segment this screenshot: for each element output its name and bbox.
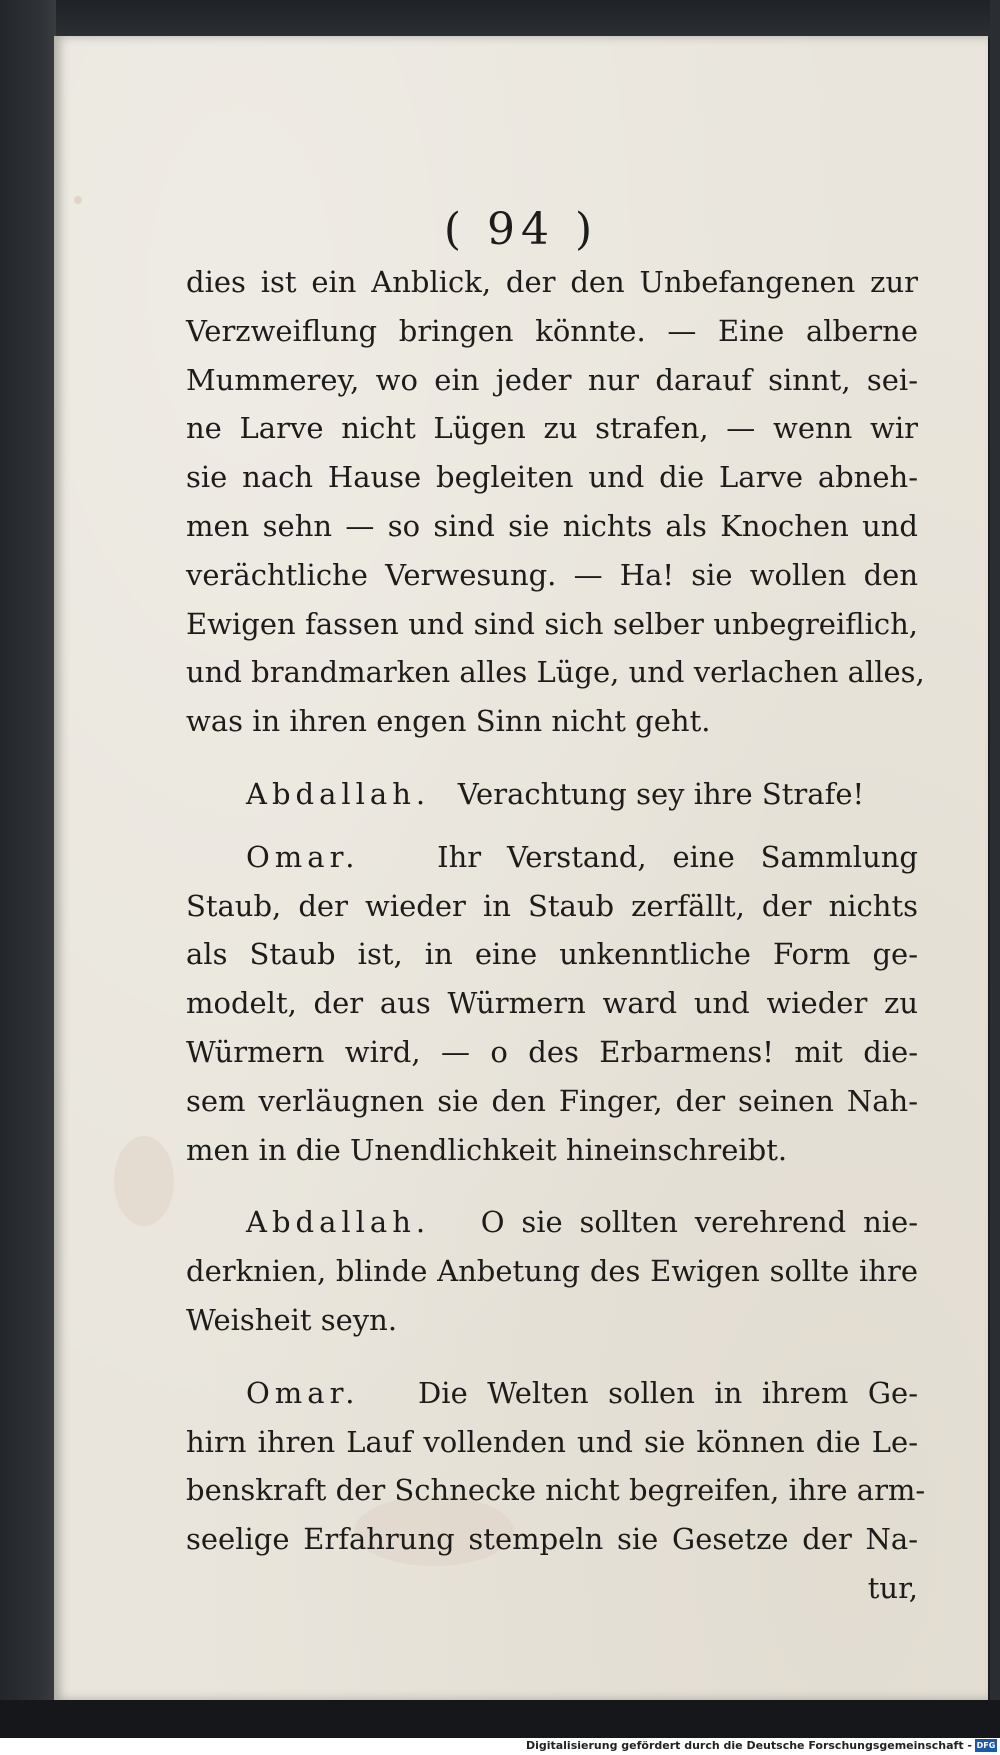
dialogue-line [186,1198,918,1247]
dialogue-text: O sie sollten verehrend nie- [480,1205,919,1240]
text-line: benskraft der Schnecke nicht begreifen, ihre arm- [186,1473,926,1508]
text-line: Würmern wird, — o des Erbarmens! mit die- [186,1034,918,1069]
text-line: was in ihren engen Sinn nicht geht. [186,704,711,739]
text-line: verächtliche Verwesung. — Ha! sie wollen den [186,557,918,592]
book-edge-bottom [0,1700,1000,1738]
book-edge-right [990,0,1000,1700]
speaker-name: Abdallah. [246,776,431,811]
text-line: Weisheit seyn. [186,1302,398,1337]
text-line: hirn ihren Lauf vollenden und sie können die Le- [186,1424,918,1459]
paragraph-gap [186,746,918,770]
dialogue-text: Verachtung sey ihre Strafe! [457,776,865,811]
dfg-logo-icon: DFG [976,1741,996,1750]
text-block [186,258,926,1613]
text-line: ne Larve nicht Lügen zu strafen, — wenn wir [186,411,918,446]
text-line: dies ist ein Anblick, der den Unbefangenen zur [186,265,918,299]
text-line: Ewigen fassen und sind sich selber unbegreiflich, [186,606,918,641]
text-line: als Staub ist, in eine unkenntliche Form ge- [186,937,918,972]
text-line: derknien, blinde Anbetung des Ewigen sollte ihre [186,1254,918,1289]
book-edge-top [0,0,1000,38]
text-line: men in die Unendlichkeit hineinschreibt. [186,1132,788,1167]
dialogue-line [186,770,918,819]
paragraph-gap [186,1345,918,1369]
text-line: sie nach Hause begleiten und die Larve abneh- [186,460,918,495]
text-line: sem verläugnen sie den Finger, der seinen Nah- [186,1083,918,1118]
paragraph-gap [186,1174,918,1198]
speaker-name: Omar. [246,1375,360,1410]
page-number: ( 94 ) [443,204,599,255]
text-line: und brandmarken alles Lüge, und verlachen alles, [186,655,925,690]
footer-credit: Digitalisierung gefördert durch die Deutsche Forschungsgemeinschaft - [525,1739,972,1752]
dialogue-line [186,1369,918,1418]
catchword: tur, [867,1570,918,1605]
dialogue-text: Die Welten sollen in ihrem Ge- [418,1375,918,1410]
text-line: modelt, der aus Würmern ward und wieder zu [186,986,918,1021]
dialogue-text: Ihr Verstand, eine Sammlung [437,839,918,874]
text-line: Mummerey, wo ein jeder nur darauf sinnt, sei- [186,362,918,397]
book-spine-edge [0,0,56,1700]
text-line: Staub, der wieder in Staub zerfällt, der nichts [186,888,918,923]
text-line: Verzweiflung bringen könnte. — Eine alberne [186,313,918,348]
speaker-name: Abdallah. [246,1205,431,1240]
paragraph-gap [186,819,918,833]
paper-stain [114,1136,174,1226]
paper-stain [74,196,82,204]
text-line: seelige Erfahrung stempeln sie Gesetze der Na- [186,1522,918,1557]
speaker-name: Omar. [246,839,360,874]
text-line: men sehn — so sind sie nichts als Knochen und [186,508,918,543]
dialogue-line [186,833,918,882]
